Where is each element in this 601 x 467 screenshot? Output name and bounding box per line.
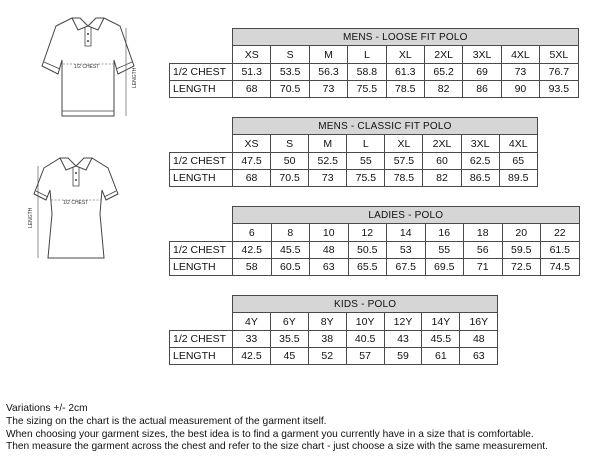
kids-polo-table <box>169 295 498 365</box>
size-header: 10 <box>310 224 349 242</box>
table-cell: 93.5 <box>540 81 578 98</box>
size-header: 22 <box>541 224 580 242</box>
table-corner <box>170 224 233 242</box>
table-cell: 65.2 <box>424 64 462 81</box>
table-cell: 58 <box>233 259 272 276</box>
size-header: 4Y <box>233 313 271 331</box>
size-header: 4XL <box>499 135 537 153</box>
table-cell: 55 <box>347 153 385 170</box>
size-header: 3XL <box>461 135 499 153</box>
table-cell: 86.5 <box>461 170 499 187</box>
table-cell: 43 <box>384 331 422 348</box>
table-corner <box>170 46 233 64</box>
size-header: S <box>271 135 309 153</box>
table-corner <box>170 135 233 153</box>
table-cell: 73 <box>309 81 347 98</box>
ladies-polo-shirt-icon <box>20 144 138 264</box>
table-cell: 57 <box>346 348 384 365</box>
table-cell: 45.5 <box>271 242 310 259</box>
size-header: 16 <box>425 224 464 242</box>
table-cell: 68 <box>233 81 271 98</box>
mens-polo-shirt-icon <box>26 8 154 120</box>
table-cell: 89.5 <box>499 170 537 187</box>
table-cell: 42.5 <box>233 348 271 365</box>
size-header: L <box>347 135 385 153</box>
table-row <box>170 170 538 187</box>
table-title: LADIES - POLO <box>233 207 580 224</box>
mens-classic-fit-table <box>169 117 538 187</box>
row-label: 1/2 CHEST <box>170 242 233 259</box>
table-cell: 48 <box>310 242 349 259</box>
size-header: S <box>271 46 309 64</box>
table-cell: 47.5 <box>233 153 271 170</box>
table-cell: 69.5 <box>425 259 464 276</box>
table-cell: 48 <box>460 331 498 348</box>
table-cell: 63 <box>310 259 349 276</box>
table-cell: 69 <box>463 64 501 81</box>
size-header: 6Y <box>270 313 308 331</box>
size-header: M <box>309 46 347 64</box>
table-title: KIDS - POLO <box>233 296 498 313</box>
table-cell: 75.5 <box>348 81 386 98</box>
size-header: XS <box>233 46 271 64</box>
size-header: 6 <box>233 224 272 242</box>
size-header: L <box>348 46 386 64</box>
note-actual-measurement: The sizing on the chart is the actual measurement of the garment itself. <box>6 415 327 427</box>
table-cell: 70.5 <box>271 81 309 98</box>
table-cell: 72.5 <box>502 259 541 276</box>
size-header: 14 <box>387 224 426 242</box>
size-header: XL <box>386 46 424 64</box>
table-cell: 82 <box>423 170 461 187</box>
table-row <box>170 259 580 276</box>
row-label: 1/2 CHEST <box>170 153 233 170</box>
table-cell: 51.3 <box>233 64 271 81</box>
row-label: LENGTH <box>170 170 233 187</box>
ladies-polo-illustration <box>20 144 138 264</box>
size-header: 8 <box>271 224 310 242</box>
table-cell: 53.5 <box>271 64 309 81</box>
table-corner <box>170 313 233 331</box>
table-cell: 82 <box>424 81 462 98</box>
table-row <box>170 81 579 98</box>
ladies-length-label: LENGTH <box>28 207 34 228</box>
size-header: 12 <box>348 224 387 242</box>
size-header: 14Y <box>422 313 460 331</box>
table-title: MENS - CLASSIC FIT POLO <box>233 118 538 135</box>
table-cell: 33 <box>233 331 271 348</box>
table-cell: 67.5 <box>387 259 426 276</box>
table-cell: 50 <box>271 153 309 170</box>
size-header: 2XL <box>423 135 461 153</box>
size-header: 10Y <box>346 313 384 331</box>
table-cell: 45.5 <box>422 331 460 348</box>
note-measure-garment: Then measure the garment across the chest and refer to the size chart - just choose a size with the same measurement. <box>6 441 548 453</box>
table-cell: 71 <box>464 259 503 276</box>
table-cell: 60 <box>423 153 461 170</box>
table-cell: 61 <box>422 348 460 365</box>
size-header: 3XL <box>463 46 501 64</box>
table-cell: 70.5 <box>271 170 309 187</box>
table-cell: 75.5 <box>347 170 385 187</box>
table-cell: 45 <box>270 348 308 365</box>
size-header: 16Y <box>460 313 498 331</box>
row-label: LENGTH <box>170 259 233 276</box>
table-cell: 53 <box>387 242 426 259</box>
mens-polo-illustration <box>26 8 154 120</box>
table-cell: 62.5 <box>461 153 499 170</box>
table-cell: 40.5 <box>346 331 384 348</box>
ladies-polo-table <box>169 206 580 276</box>
size-header: 8Y <box>308 313 346 331</box>
table-cell: 60.5 <box>271 259 310 276</box>
size-header: 4XL <box>501 46 539 64</box>
table-cell: 59 <box>384 348 422 365</box>
table-cell: 52.5 <box>309 153 347 170</box>
table-cell: 55 <box>425 242 464 259</box>
table-row <box>170 153 538 170</box>
mens-loose-fit-table <box>169 28 579 98</box>
table-cell: 52 <box>308 348 346 365</box>
mens-length-label: LENGTH <box>132 67 138 88</box>
row-label: LENGTH <box>170 348 233 365</box>
table-cell: 58.8 <box>348 64 386 81</box>
table-cell: 61.3 <box>386 64 424 81</box>
ladies-chest-label: 1/2 CHEST <box>63 200 89 206</box>
size-header: M <box>309 135 347 153</box>
sizing-notes <box>6 403 598 454</box>
size-header: 5XL <box>540 46 578 64</box>
table-cell: 38 <box>308 331 346 348</box>
table-corner <box>170 296 233 313</box>
table-corner <box>170 118 233 135</box>
row-label: LENGTH <box>170 81 233 98</box>
table-row <box>170 64 579 81</box>
table-title: MENS - LOOSE FIT POLO <box>233 29 579 46</box>
table-row <box>170 348 498 365</box>
table-cell: 74.5 <box>541 259 580 276</box>
table-cell: 73 <box>309 170 347 187</box>
table-cell: 65 <box>499 153 537 170</box>
size-header: 2XL <box>424 46 462 64</box>
note-variations: Variations +/- 2cm <box>6 403 88 414</box>
table-cell: 63 <box>460 348 498 365</box>
table-cell: 73 <box>501 64 539 81</box>
table-cell: 35.5 <box>270 331 308 348</box>
size-header: 18 <box>464 224 503 242</box>
table-cell: 50.5 <box>348 242 387 259</box>
table-row <box>170 331 498 348</box>
table-row <box>170 242 580 259</box>
table-cell: 42.5 <box>233 242 272 259</box>
table-cell: 68 <box>233 170 271 187</box>
note-choosing-size: When choosing your garment sizes, the best idea is to find a garment you currently have in a size that is comfortable. <box>6 428 534 440</box>
table-cell: 90 <box>501 81 539 98</box>
table-corner <box>170 207 233 224</box>
table-cell: 56.3 <box>309 64 347 81</box>
table-cell: 65.5 <box>348 259 387 276</box>
table-cell: 57.5 <box>385 153 423 170</box>
table-cell: 78.5 <box>385 170 423 187</box>
size-header: XS <box>233 135 271 153</box>
size-header: 12Y <box>384 313 422 331</box>
table-cell: 59.5 <box>502 242 541 259</box>
table-corner <box>170 29 233 46</box>
table-cell: 56 <box>464 242 503 259</box>
mens-chest-label: 1/2 CHEST <box>74 64 100 70</box>
row-label: 1/2 CHEST <box>170 331 233 348</box>
table-cell: 76.7 <box>540 64 578 81</box>
size-header: 20 <box>502 224 541 242</box>
table-cell: 61.5 <box>541 242 580 259</box>
row-label: 1/2 CHEST <box>170 64 233 81</box>
table-cell: 86 <box>463 81 501 98</box>
size-header: XL <box>385 135 423 153</box>
table-cell: 78.5 <box>386 81 424 98</box>
